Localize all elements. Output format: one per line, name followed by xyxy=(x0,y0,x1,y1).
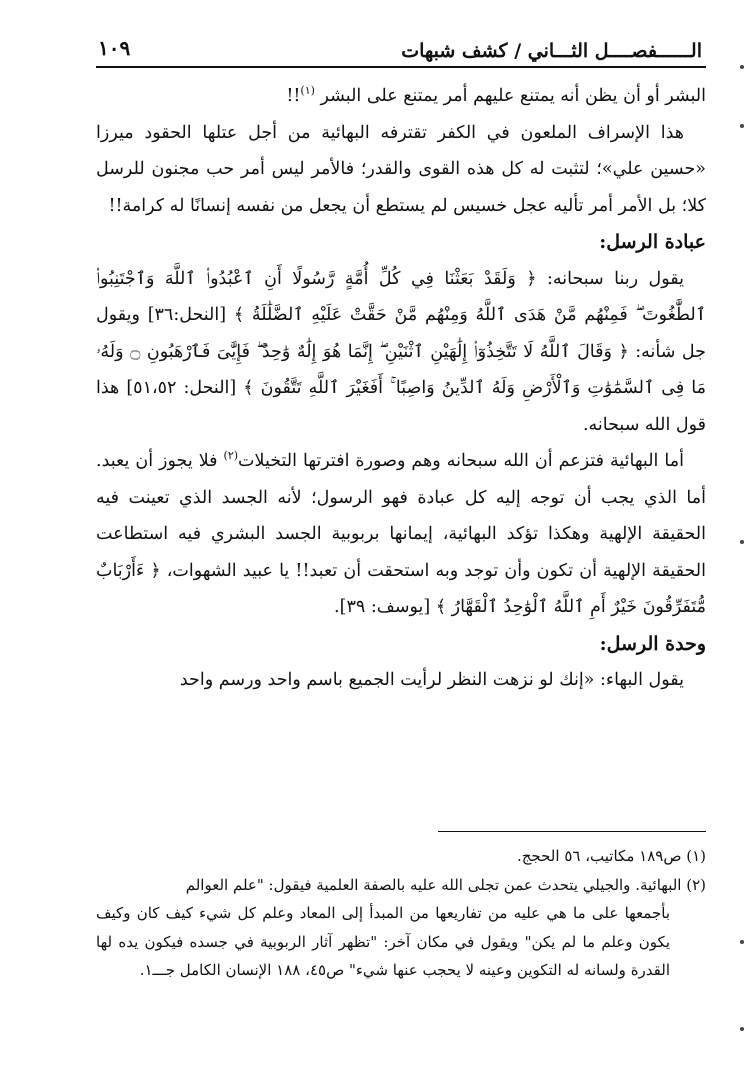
footnote-2-continuation: بأجمعها على ما هي عليه من تفاريعها من المبدأ إلى المعاد وعلم كل شيء كيف كان وكيف يكون وعلم ما لم يكن" ويقول في مكان آخر: "تظهر آثار الربوبية في جسده فيكون يده لها القدرة ولسانه له التكوين وعينه لا يحجب عنها شيء" ص٤٥، ١٨٨ الإنسان الكامل جـــ١. xyxy=(96,904,670,979)
paragraph-3-lead-2: ويقول جل شأنه: xyxy=(96,305,706,362)
margin-dot xyxy=(740,124,744,128)
margin-dot xyxy=(740,940,744,944)
quran-verse-3: ﴿ ءَأَرْبَابٌ مُّتَفَرِّقُونَ خَيْرٌ أَمِ ٱللَّهُ ٱلْوَٰحِدُ ٱلْقَهَّارُ ﴾ xyxy=(96,560,706,617)
paragraph-3-lead: يقول ربنا سبحانه: xyxy=(546,268,684,289)
paragraph-2: هذا الإسراف الملعون في الكفر تقترفه البهائية من أجل عتلها الحقود ميرزا «حسين علي»؛ لتثبت له كل هذه القوى والقدر؛ فالأمر ليس أمر حب مجنون للرسل كلا؛ بل الأمر أمر تأليه عجل خسيس لم يستطع أن يجعل من نفسه إنسانًا له كرامة!! xyxy=(96,122,706,216)
quran-ref-1: [النحل:٣٦] xyxy=(147,305,227,325)
body-text xyxy=(96,78,706,699)
paragraph-3 xyxy=(96,261,706,444)
margin-dot xyxy=(740,1027,744,1031)
quran-ref-2: [النحل: ٥١،٥٢] xyxy=(126,378,237,398)
paragraph-4-rest: فلا يجوز أن يعبد. أما الذي يجب أن توجه إليه كل عبادة فهو الرسول؛ لأنه الجسد الذي تعينت فيه الحقيقة الإلهية وهكذا تؤكد البهائية، إيمانها بربوبية الجسد البشري فيه استطاعت الحقيقة الإلهية أن تكون وأن توجد وبه استحقت أن تعبد!! يا عبيد الشهوات، xyxy=(96,451,706,581)
paragraph-5: يقول البهاء: «إنك لو نزهت النظر لرأيت الجميع باسم واحد ورسم واحد xyxy=(179,670,684,690)
margin-dot xyxy=(740,65,744,69)
paragraph-1-text: البشر أو أن يظن أنه يمتنع عليهم أمر يمتنع على البشر xyxy=(320,86,706,106)
section-heading-worship: عبادة الرسل: xyxy=(599,231,706,253)
paragraph-3-tail: هذا قول الله سبحانه. xyxy=(96,378,706,435)
page-number: ١٠٩ xyxy=(98,36,131,60)
margin-dot xyxy=(740,540,744,544)
quran-verse-1: ﴿ وَلَقَدْ بَعَثْنَا فِي كُلِّ أُمَّةٍ رَّسُولًا أَنِ ٱعْبُدُوا۟ ٱللَّهَ وَٱجْتَنِبُوا۟ ٱلطَّٰغُوتَ ۖ فَمِنْهُم مَّنْ هَدَى ٱللَّهُ وَمِنْهُم مَّنْ حَقَّتْ عَلَيْهِ ٱلضَّلَٰلَةُ ﴾ xyxy=(96,268,706,325)
paragraph-1 xyxy=(96,78,706,115)
header-rule xyxy=(96,66,706,68)
quran-ref-3: [يوسف: ٣٩]. xyxy=(334,597,431,617)
footnotes xyxy=(96,842,706,985)
footnote-rule xyxy=(438,831,706,832)
running-title: الــــــفصــــل الثـــاني / كشف شبهات xyxy=(401,40,702,62)
footnote-2: (٢) البهائية. والجيلي يتحدث عمن تجلى الله عليه بالصفة العلمية فيقول: "علم العوالم xyxy=(185,875,706,894)
paragraph-1-end: !! xyxy=(286,86,301,106)
footnote-ref-2[interactable]: (٢) xyxy=(223,449,239,463)
footnote-1: (١) ص١٨٩ مكاتيب، ٥٦ الحجج. xyxy=(516,847,706,865)
footnote-ref-1[interactable]: (١) xyxy=(300,84,315,98)
quran-verse-2: ﴿ وَقَالَ ٱللَّهُ لَا تَتَّخِذُوٓا۟ إِلَٰهَيْنِ ٱثْنَيْنِ ۖ إِنَّمَا هُوَ إِلَٰهٌ وَٰحِدٌ ۖ فَإِيَّٰىَ فَٱرْهَبُونِ ۝ وَلَهُۥ مَا فِى ٱلسَّمَٰوَٰتِ وَٱلْأَرْضِ وَلَهُ ٱلدِّينُ وَاصِبًا ۚ أَفَغَيْرَ ٱللَّهِ تَتَّقُونَ ﴾ xyxy=(96,341,706,398)
paragraph-4 xyxy=(96,443,706,626)
paragraph-4-start: أما البهائية فتزعم أن الله سبحانه وهم وصورة افترتها التخيلات xyxy=(238,451,684,471)
section-heading-unity: وحدة الرسل: xyxy=(599,632,706,655)
